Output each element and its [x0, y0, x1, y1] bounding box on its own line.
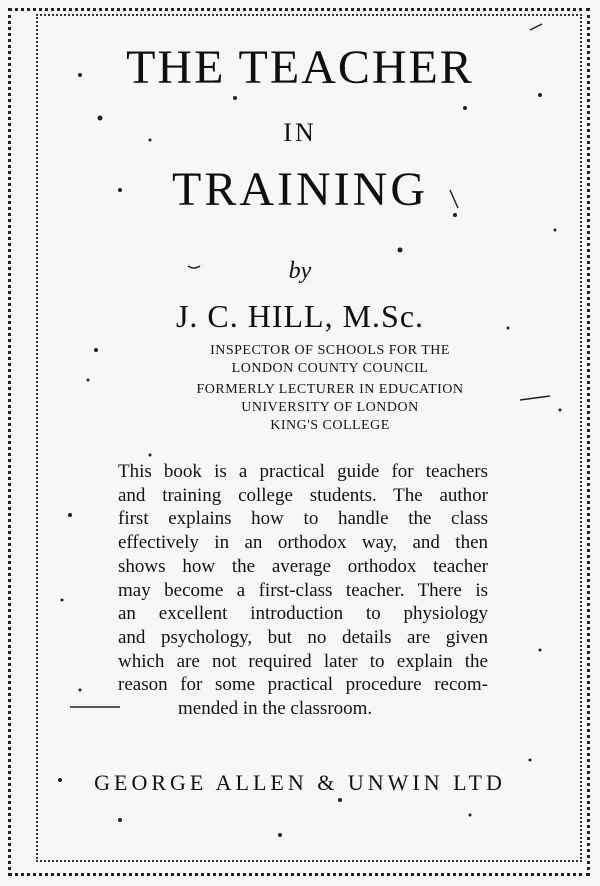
description-line: mended in the classroom.	[178, 698, 373, 720]
credential-line: FORMERLY LECTURER IN EDUCATION	[196, 382, 464, 397]
book-description	[118, 460, 488, 721]
by-line: by	[288, 258, 312, 284]
description-line: shows how the average orthodox teacher	[118, 555, 488, 577]
publisher-name: GEORGE ALLEN & UNWIN LTD	[94, 770, 506, 795]
description-line: first explains how to handle the class	[118, 508, 488, 530]
title-line-2: IN	[283, 118, 317, 147]
credential-line: UNIVERSITY OF LONDON	[241, 400, 419, 415]
description-line: and psychology, but no details are given	[118, 626, 488, 648]
description-line: reason for some practical procedure recom-	[118, 674, 488, 696]
author-name: J. C. HILL, M.Sc.	[175, 298, 425, 334]
credential-line: KING'S COLLEGE	[270, 418, 390, 433]
title-line-3: TRAINING	[172, 163, 428, 216]
description-line: an excellent introduction to physiology	[118, 603, 488, 625]
description-line: effectively in an orthodox way, and then	[118, 532, 488, 554]
description-line: This book is a practical guide for teachers	[118, 461, 488, 482]
description-line: and training college students. The author	[118, 484, 488, 506]
description-line: which are not required later to explain the	[118, 650, 488, 672]
credential-line: INSPECTOR OF SCHOOLS FOR THE	[210, 343, 450, 358]
description-line: may become a first-class teacher. There is	[118, 579, 488, 601]
credential-line: LONDON COUNTY COUNCIL	[231, 361, 429, 376]
title-line-1: THE TEACHER	[126, 41, 474, 94]
